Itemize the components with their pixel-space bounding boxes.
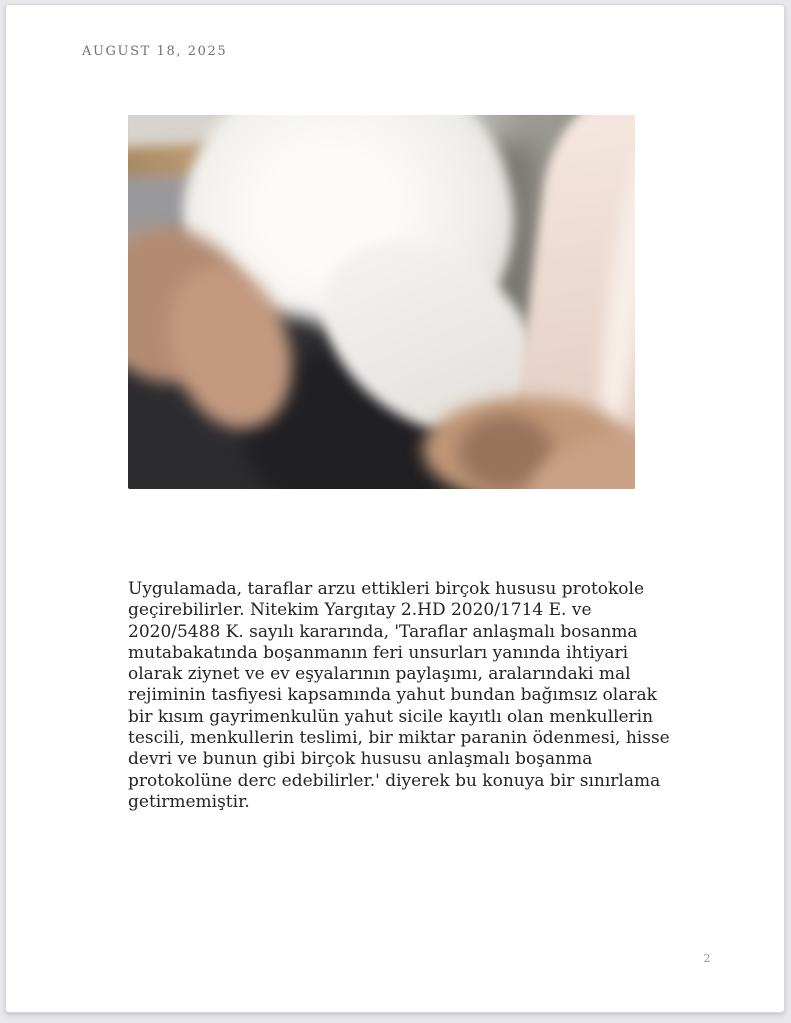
paragraph-line: protokolüne derc edebilirler.' diyerek bu konuya bir sınırlama [128,770,661,791]
paragraph-line: devri ve bunun gibi birçok hususu anlaşmalı boşanma [128,749,593,770]
document-date: AUGUST 18, 2025 [82,44,228,59]
paragraph-line: olarak ziynet ve ev eşyalarının paylaşımı, aralarındaki mal [128,664,631,685]
paragraph-line: 2020/5488 K. sayılı kararında, 'Taraflar anlaşmalı bosanma [128,621,638,642]
document-page [5,4,785,1013]
paragraph-line: mutabakatında boşanmanın feri unsurları yanında ihtiyari [128,642,629,663]
paragraph-line: rejiminin tasfiyesi kapsamında yahut bundan bağımsız olarak [128,685,657,706]
paragraph-line: Uygulamada, taraflar arzu ettikleri birçok hususu protokole [128,579,645,599]
page-number: 2 [703,952,711,965]
paragraph-line: tescili, menkullerin teslimi, bir miktar paranin ödenmesi, hisse [128,728,670,749]
paragraph-line: bir kısım gayrimenkulün yahut sicile kayıtlı olan menkullerin [128,706,654,727]
couple-conversation-photo [128,115,635,489]
body-paragraph [128,579,670,813]
paragraph-line: geçirebilirler. Nitekim Yargıtay 2.HD 2020/1714 E. ve [128,600,592,621]
paragraph-line: getirmemiştir. [128,791,250,812]
